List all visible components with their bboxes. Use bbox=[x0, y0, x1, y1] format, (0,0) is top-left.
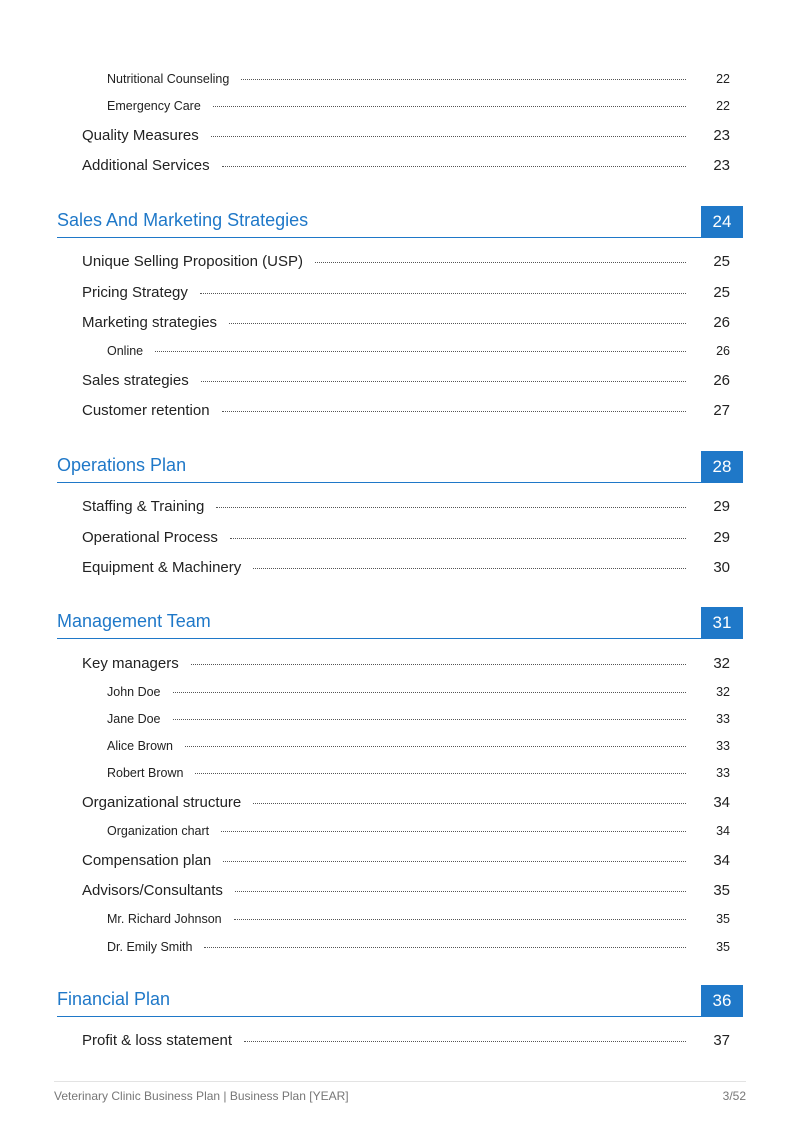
footer-page-indicator: 3/52 bbox=[722, 1089, 746, 1103]
toc-entry-title: Dr. Emily Smith bbox=[107, 940, 193, 954]
toc-entry-title: Unique Selling Proposition (USP) bbox=[82, 253, 303, 270]
toc-entry-page-number: 33 bbox=[716, 739, 730, 753]
toc-entry-page-number: 25 bbox=[713, 253, 730, 270]
toc-section-heading[interactable] bbox=[57, 607, 743, 639]
toc-entry-page-number: 26 bbox=[716, 344, 730, 358]
dot-leader bbox=[213, 106, 686, 107]
toc-entry[interactable] bbox=[82, 559, 730, 576]
toc-entry-page-number: 34 bbox=[716, 824, 730, 838]
toc-entry-title: John Doe bbox=[107, 685, 161, 699]
toc-entry-page-number: 29 bbox=[713, 498, 730, 515]
toc-entry-title: Operational Process bbox=[82, 529, 218, 546]
toc-section-heading[interactable] bbox=[57, 985, 743, 1017]
dot-leader bbox=[234, 919, 686, 920]
toc-entry-page-number: 26 bbox=[713, 314, 730, 331]
toc-subentry[interactable] bbox=[107, 766, 730, 780]
dot-leader bbox=[222, 411, 686, 412]
toc-entry-page-number: 34 bbox=[713, 794, 730, 811]
toc-entry[interactable] bbox=[82, 882, 730, 899]
dot-leader bbox=[244, 1041, 686, 1042]
toc-entry-page-number: 23 bbox=[713, 127, 730, 144]
toc-entry-title: Staffing & Training bbox=[82, 498, 205, 515]
toc-entry-page-number: 35 bbox=[716, 940, 730, 954]
toc-entry[interactable] bbox=[82, 127, 730, 144]
toc-subentry[interactable] bbox=[107, 739, 730, 753]
toc-entry-title: Mr. Richard Johnson bbox=[107, 912, 222, 926]
toc-section-page-badge: 28 bbox=[701, 451, 743, 482]
toc-entry-title: Online bbox=[107, 344, 144, 358]
toc-section-title: Financial Plan bbox=[57, 989, 171, 1009]
toc-entry-page-number: 35 bbox=[716, 912, 730, 926]
dot-leader bbox=[230, 538, 686, 539]
dot-leader bbox=[185, 746, 686, 747]
toc-subentry[interactable] bbox=[107, 685, 730, 699]
toc-entry-page-number: 22 bbox=[716, 72, 730, 86]
toc-entry-title: Customer retention bbox=[82, 402, 210, 419]
dot-leader bbox=[253, 568, 686, 569]
toc-entry-title: Organization chart bbox=[107, 824, 210, 838]
toc-entry-title: Marketing strategies bbox=[82, 314, 218, 331]
toc-entry[interactable] bbox=[82, 794, 730, 811]
toc-entry-title: Compensation plan bbox=[82, 852, 212, 869]
toc-entry[interactable] bbox=[82, 157, 730, 174]
toc-entry-title: Nutritional Counseling bbox=[107, 72, 230, 86]
toc-entry-page-number: 30 bbox=[713, 559, 730, 576]
dot-leader bbox=[235, 891, 686, 892]
page-footer bbox=[54, 1081, 746, 1103]
dot-leader bbox=[195, 773, 686, 774]
toc-entry-title: Pricing Strategy bbox=[82, 284, 188, 301]
toc-entry[interactable] bbox=[82, 402, 730, 419]
toc-entry-title: Organizational structure bbox=[82, 794, 242, 811]
toc-entry-page-number: 27 bbox=[713, 402, 730, 419]
toc-entry[interactable] bbox=[82, 372, 730, 389]
toc-entry[interactable] bbox=[82, 1032, 730, 1049]
toc-entry-page-number: 25 bbox=[713, 284, 730, 301]
toc-section-page-badge: 36 bbox=[701, 985, 743, 1016]
toc-section-page-badge: 31 bbox=[701, 607, 743, 638]
toc-section-page-badge: 24 bbox=[701, 206, 743, 237]
toc-entry[interactable] bbox=[82, 655, 730, 672]
dot-leader bbox=[216, 507, 686, 508]
dot-leader bbox=[191, 664, 686, 665]
toc-subentry[interactable] bbox=[107, 72, 730, 86]
toc-section-title: Management Team bbox=[57, 611, 211, 631]
toc-entry-title: Advisors/Consultants bbox=[82, 882, 223, 899]
toc-entry-page-number: 29 bbox=[713, 529, 730, 546]
toc-entry-title: Emergency Care bbox=[107, 99, 201, 113]
toc-subentry[interactable] bbox=[107, 712, 730, 726]
toc-entry[interactable] bbox=[82, 529, 730, 546]
dot-leader bbox=[173, 719, 686, 720]
toc-subentry[interactable] bbox=[107, 940, 730, 954]
toc-entry-page-number: 23 bbox=[713, 157, 730, 174]
toc-entry-title: Key managers bbox=[82, 655, 179, 672]
toc-entry-page-number: 32 bbox=[716, 685, 730, 699]
toc-entry-title: Quality Measures bbox=[82, 127, 199, 144]
toc-entry-page-number: 35 bbox=[713, 882, 730, 899]
toc-entry[interactable] bbox=[82, 284, 730, 301]
dot-leader bbox=[241, 79, 686, 80]
toc-entry-page-number: 26 bbox=[713, 372, 730, 389]
toc-entry-title: Robert Brown bbox=[107, 766, 184, 780]
toc-entry-title: Profit & loss statement bbox=[82, 1032, 233, 1049]
dot-leader bbox=[315, 262, 686, 263]
toc-entry-title: Alice Brown bbox=[107, 739, 173, 753]
toc-entry-page-number: 37 bbox=[713, 1032, 730, 1049]
toc-entry-title: Additional Services bbox=[82, 157, 210, 174]
toc-entry-page-number: 32 bbox=[713, 655, 730, 672]
toc-subentry[interactable] bbox=[107, 824, 730, 838]
toc-entry-page-number: 33 bbox=[716, 766, 730, 780]
toc-entry[interactable] bbox=[82, 852, 730, 869]
dot-leader bbox=[173, 692, 686, 693]
dot-leader bbox=[253, 803, 686, 804]
dot-leader bbox=[155, 351, 686, 352]
toc-entry-page-number: 33 bbox=[716, 712, 730, 726]
dot-leader bbox=[201, 381, 686, 382]
toc-section-heading[interactable] bbox=[57, 206, 743, 238]
toc-section-title: Operations Plan bbox=[57, 455, 187, 475]
toc-entry-page-number: 34 bbox=[713, 852, 730, 869]
dot-leader bbox=[222, 166, 686, 167]
dot-leader bbox=[223, 861, 686, 862]
toc-entry-title: Sales strategies bbox=[82, 372, 189, 389]
toc-section-title: Sales And Marketing Strategies bbox=[57, 210, 309, 230]
toc-entry-page-number: 22 bbox=[716, 99, 730, 113]
toc-subentry[interactable] bbox=[107, 344, 730, 358]
footer-document-title: Veterinary Clinic Business Plan | Business Plan [YEAR] bbox=[54, 1089, 349, 1103]
toc-subentry[interactable] bbox=[107, 99, 730, 113]
dot-leader bbox=[200, 293, 686, 294]
toc-entry[interactable] bbox=[82, 498, 730, 515]
dot-leader bbox=[204, 947, 686, 948]
toc-entry-title: Equipment & Machinery bbox=[82, 559, 242, 576]
toc-entry[interactable] bbox=[82, 314, 730, 331]
toc-entry[interactable] bbox=[82, 253, 730, 270]
toc-entry-title: Jane Doe bbox=[107, 712, 161, 726]
dot-leader bbox=[221, 831, 686, 832]
dot-leader bbox=[229, 323, 686, 324]
toc-section-heading[interactable] bbox=[57, 451, 743, 483]
toc-subentry[interactable] bbox=[107, 912, 730, 926]
dot-leader bbox=[211, 136, 686, 137]
